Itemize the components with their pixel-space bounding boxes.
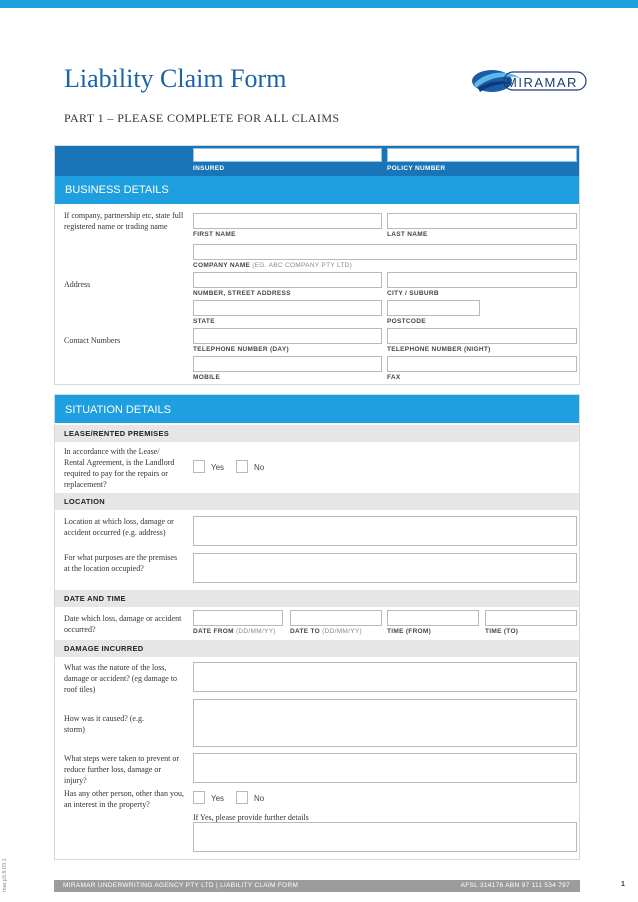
policy-number-label: POLICY NUMBER bbox=[387, 165, 446, 172]
first-name-field[interactable] bbox=[193, 213, 382, 229]
time-from-field[interactable] bbox=[387, 610, 479, 626]
postcode-field[interactable] bbox=[387, 300, 480, 316]
form-subtitle: PART 1 – PLEASE COMPLETE FOR ALL CLAIMS bbox=[64, 111, 340, 125]
interest-no-label: No bbox=[254, 794, 265, 803]
business-details-title: BUSINESS DETAILS bbox=[65, 184, 169, 196]
how-caused-field[interactable] bbox=[193, 699, 577, 747]
time-from-label: TIME (FROM) bbox=[387, 628, 432, 635]
document-reference: mar.p3.8.03.1 bbox=[2, 858, 8, 892]
question-company-name: If company, partnership etc, state full registered name or trading name bbox=[64, 211, 184, 231]
last-name-label: LAST NAME bbox=[387, 231, 428, 238]
first-name-label: FIRST NAME bbox=[193, 231, 236, 238]
policy-number-field[interactable] bbox=[387, 148, 577, 162]
page-number: 1 bbox=[621, 881, 625, 888]
further-details-field[interactable] bbox=[193, 822, 577, 852]
question-date-occurred: Date which loss, damage or accident occurred? bbox=[64, 614, 182, 634]
question-steps-taken: What steps were taken to prevent or reduce further loss, damage or injury? bbox=[64, 754, 180, 785]
interest-no-checkbox[interactable] bbox=[236, 791, 248, 804]
state-label: STATE bbox=[193, 318, 215, 325]
insured-field[interactable] bbox=[193, 148, 382, 162]
date-to-hint: (DD/MM/YY) bbox=[322, 628, 362, 635]
street-address-field[interactable] bbox=[193, 272, 382, 288]
lease-no-label: No bbox=[254, 463, 265, 472]
nature-of-loss-field[interactable] bbox=[193, 662, 577, 692]
top-accent-bar bbox=[0, 0, 638, 8]
fax-label: FAX bbox=[387, 374, 401, 381]
damage-incurred-subheading: DAMAGE INCURRED bbox=[55, 640, 579, 657]
question-premises-purpose: For what purposes are the premises at the location occupied? bbox=[64, 553, 178, 573]
footer-afsl-abn: AFSL 314176 ABN 97 111 534 797 bbox=[460, 882, 570, 889]
footer-company: MIRAMAR UNDERWRITING AGENCY PTY LTD | LIABILITY CLAIM FORM bbox=[63, 882, 299, 889]
city-suburb-field[interactable] bbox=[387, 272, 577, 288]
date-to-label-text: DATE TO bbox=[290, 628, 321, 635]
telephone-day-field[interactable] bbox=[193, 328, 382, 344]
date-and-time-subheading: DATE AND TIME bbox=[55, 590, 579, 607]
lease-yes-label: Yes bbox=[211, 463, 225, 472]
situation-details-heading bbox=[55, 395, 579, 423]
time-to-label: TIME (TO) bbox=[485, 628, 519, 635]
business-details-heading bbox=[55, 176, 579, 204]
question-other-interest: Has any other person, other than you, an interest in the property? bbox=[64, 789, 184, 809]
question-location: Location at which loss, damage or accident occurred (e.g. address) bbox=[64, 517, 174, 537]
date-from-field[interactable] bbox=[193, 610, 283, 626]
telephone-night-label: TELEPHONE NUMBER (NIGHT) bbox=[387, 346, 491, 353]
date-from-hint: (DD/MM/YY) bbox=[235, 628, 276, 635]
logo-text: MIRAMAR bbox=[506, 75, 578, 90]
question-how-caused: How was it caused? (e.g. storm) bbox=[64, 714, 144, 734]
last-name-field[interactable] bbox=[387, 213, 577, 229]
location-subheading: LOCATION bbox=[55, 493, 579, 510]
premises-purpose-field[interactable] bbox=[193, 553, 577, 583]
date-from-label bbox=[193, 628, 276, 635]
company-name-label bbox=[193, 262, 352, 269]
question-landlord-repairs: In accordance with the Lease/ Rental Agreement, is the Landlord required to pay for the repairs or replacement? bbox=[64, 447, 175, 489]
date-to-field[interactable] bbox=[290, 610, 382, 626]
mobile-field[interactable] bbox=[193, 356, 382, 372]
fax-field[interactable] bbox=[387, 356, 577, 372]
situation-details-title: SITUATION DETAILS bbox=[65, 404, 171, 416]
time-to-field[interactable] bbox=[485, 610, 577, 626]
company-name-label-text: COMPANY NAME bbox=[193, 262, 251, 269]
lease-rented-premises-subheading: LEASE/RENTED PREMISES bbox=[55, 425, 579, 442]
form-title: Liability Claim Form bbox=[64, 64, 287, 93]
question-address: Address bbox=[64, 280, 91, 289]
lease-no-checkbox[interactable] bbox=[236, 460, 248, 473]
company-name-hint: (EG. ABC COMPANY PTY LTD) bbox=[252, 262, 353, 269]
date-to-label bbox=[290, 628, 362, 635]
company-name-field[interactable] bbox=[193, 244, 577, 260]
if-yes-instruction: If Yes, please provide further details bbox=[193, 813, 309, 822]
postcode-label: POSTCODE bbox=[387, 318, 426, 325]
steps-taken-field[interactable] bbox=[193, 753, 577, 783]
location-field[interactable] bbox=[193, 516, 577, 546]
interest-yes-checkbox[interactable] bbox=[193, 791, 205, 804]
lease-yes-checkbox[interactable] bbox=[193, 460, 205, 473]
state-field[interactable] bbox=[193, 300, 382, 316]
question-nature-of-loss: What was the nature of the loss, damage or accident? (eg damage to roof tiles) bbox=[64, 663, 178, 694]
date-from-label-text: DATE FROM bbox=[193, 628, 234, 635]
mobile-label: MOBILE bbox=[193, 374, 221, 381]
telephone-night-field[interactable] bbox=[387, 328, 577, 344]
street-address-label: NUMBER, STREET ADDRESS bbox=[193, 290, 291, 297]
question-contact-numbers: Contact Numbers bbox=[64, 336, 121, 345]
interest-yes-label: Yes bbox=[211, 794, 225, 803]
footer-bar bbox=[54, 880, 580, 892]
telephone-day-label: TELEPHONE NUMBER (DAY) bbox=[193, 346, 289, 353]
city-suburb-label: CITY / SUBURB bbox=[387, 290, 439, 297]
insured-label: INSURED bbox=[193, 165, 225, 172]
